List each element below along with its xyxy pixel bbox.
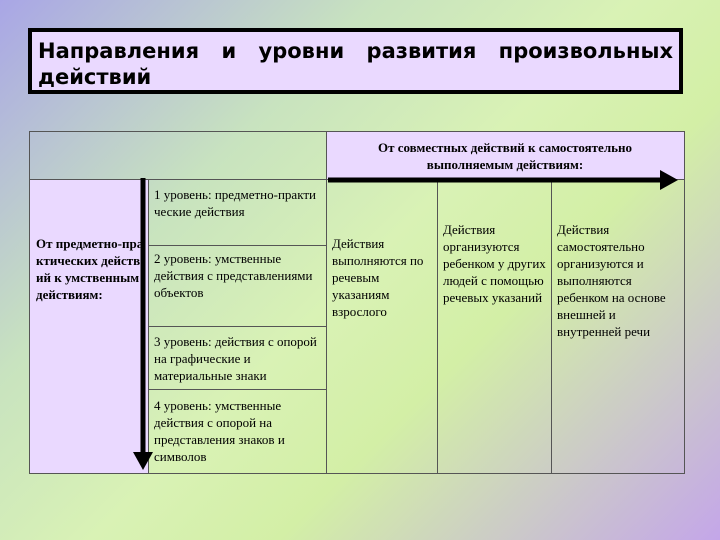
column-2-text: Действия организуются ребенком у других людей с помощью речевых указаний [443,222,546,305]
row-header-cell [30,179,148,473]
level-3-cell [148,326,326,389]
level-2-cell [148,245,326,326]
column-header-cell [326,132,684,179]
levels-table [29,131,685,474]
column-3-text: Действия самостоятельно организуются и выполняются ребенком на основе внешней и внутренней речи [557,222,666,339]
column-2-cell [437,179,551,473]
grid-line [148,389,326,390]
grid-line [326,132,327,473]
level-2-text: 2 уровень: умственные действия с представлениями объектов [154,251,313,300]
level-4-cell [148,389,326,473]
empty-corner-cell [30,132,326,179]
row-header-text: От предметно-практических действий к умственным действиям: [36,236,144,302]
column-1-cell [326,179,437,473]
level-1-text: 1 уровень: предметно-практические действия [154,187,316,219]
grid-line [437,179,438,473]
column-header-text: От совместных действий к самостоятельно выполняемым действиям: [377,139,632,172]
column-3-cell [551,179,684,473]
level-1-cell [148,179,326,245]
grid-line [551,179,552,473]
column-1-text: Действия выполняются по речевым указаниям взрослого [332,236,424,319]
slide-title: Направления и уровни развития произвольных действий [28,28,683,94]
grid-line [148,326,326,327]
grid-line [30,179,684,180]
grid-line [148,245,326,246]
level-3-text: 3 уровень: действия с опорой на графические и материальные знаки [154,334,317,383]
level-4-text: 4 уровень: умственные действия с опорой на представления знаков и символов [154,398,285,464]
